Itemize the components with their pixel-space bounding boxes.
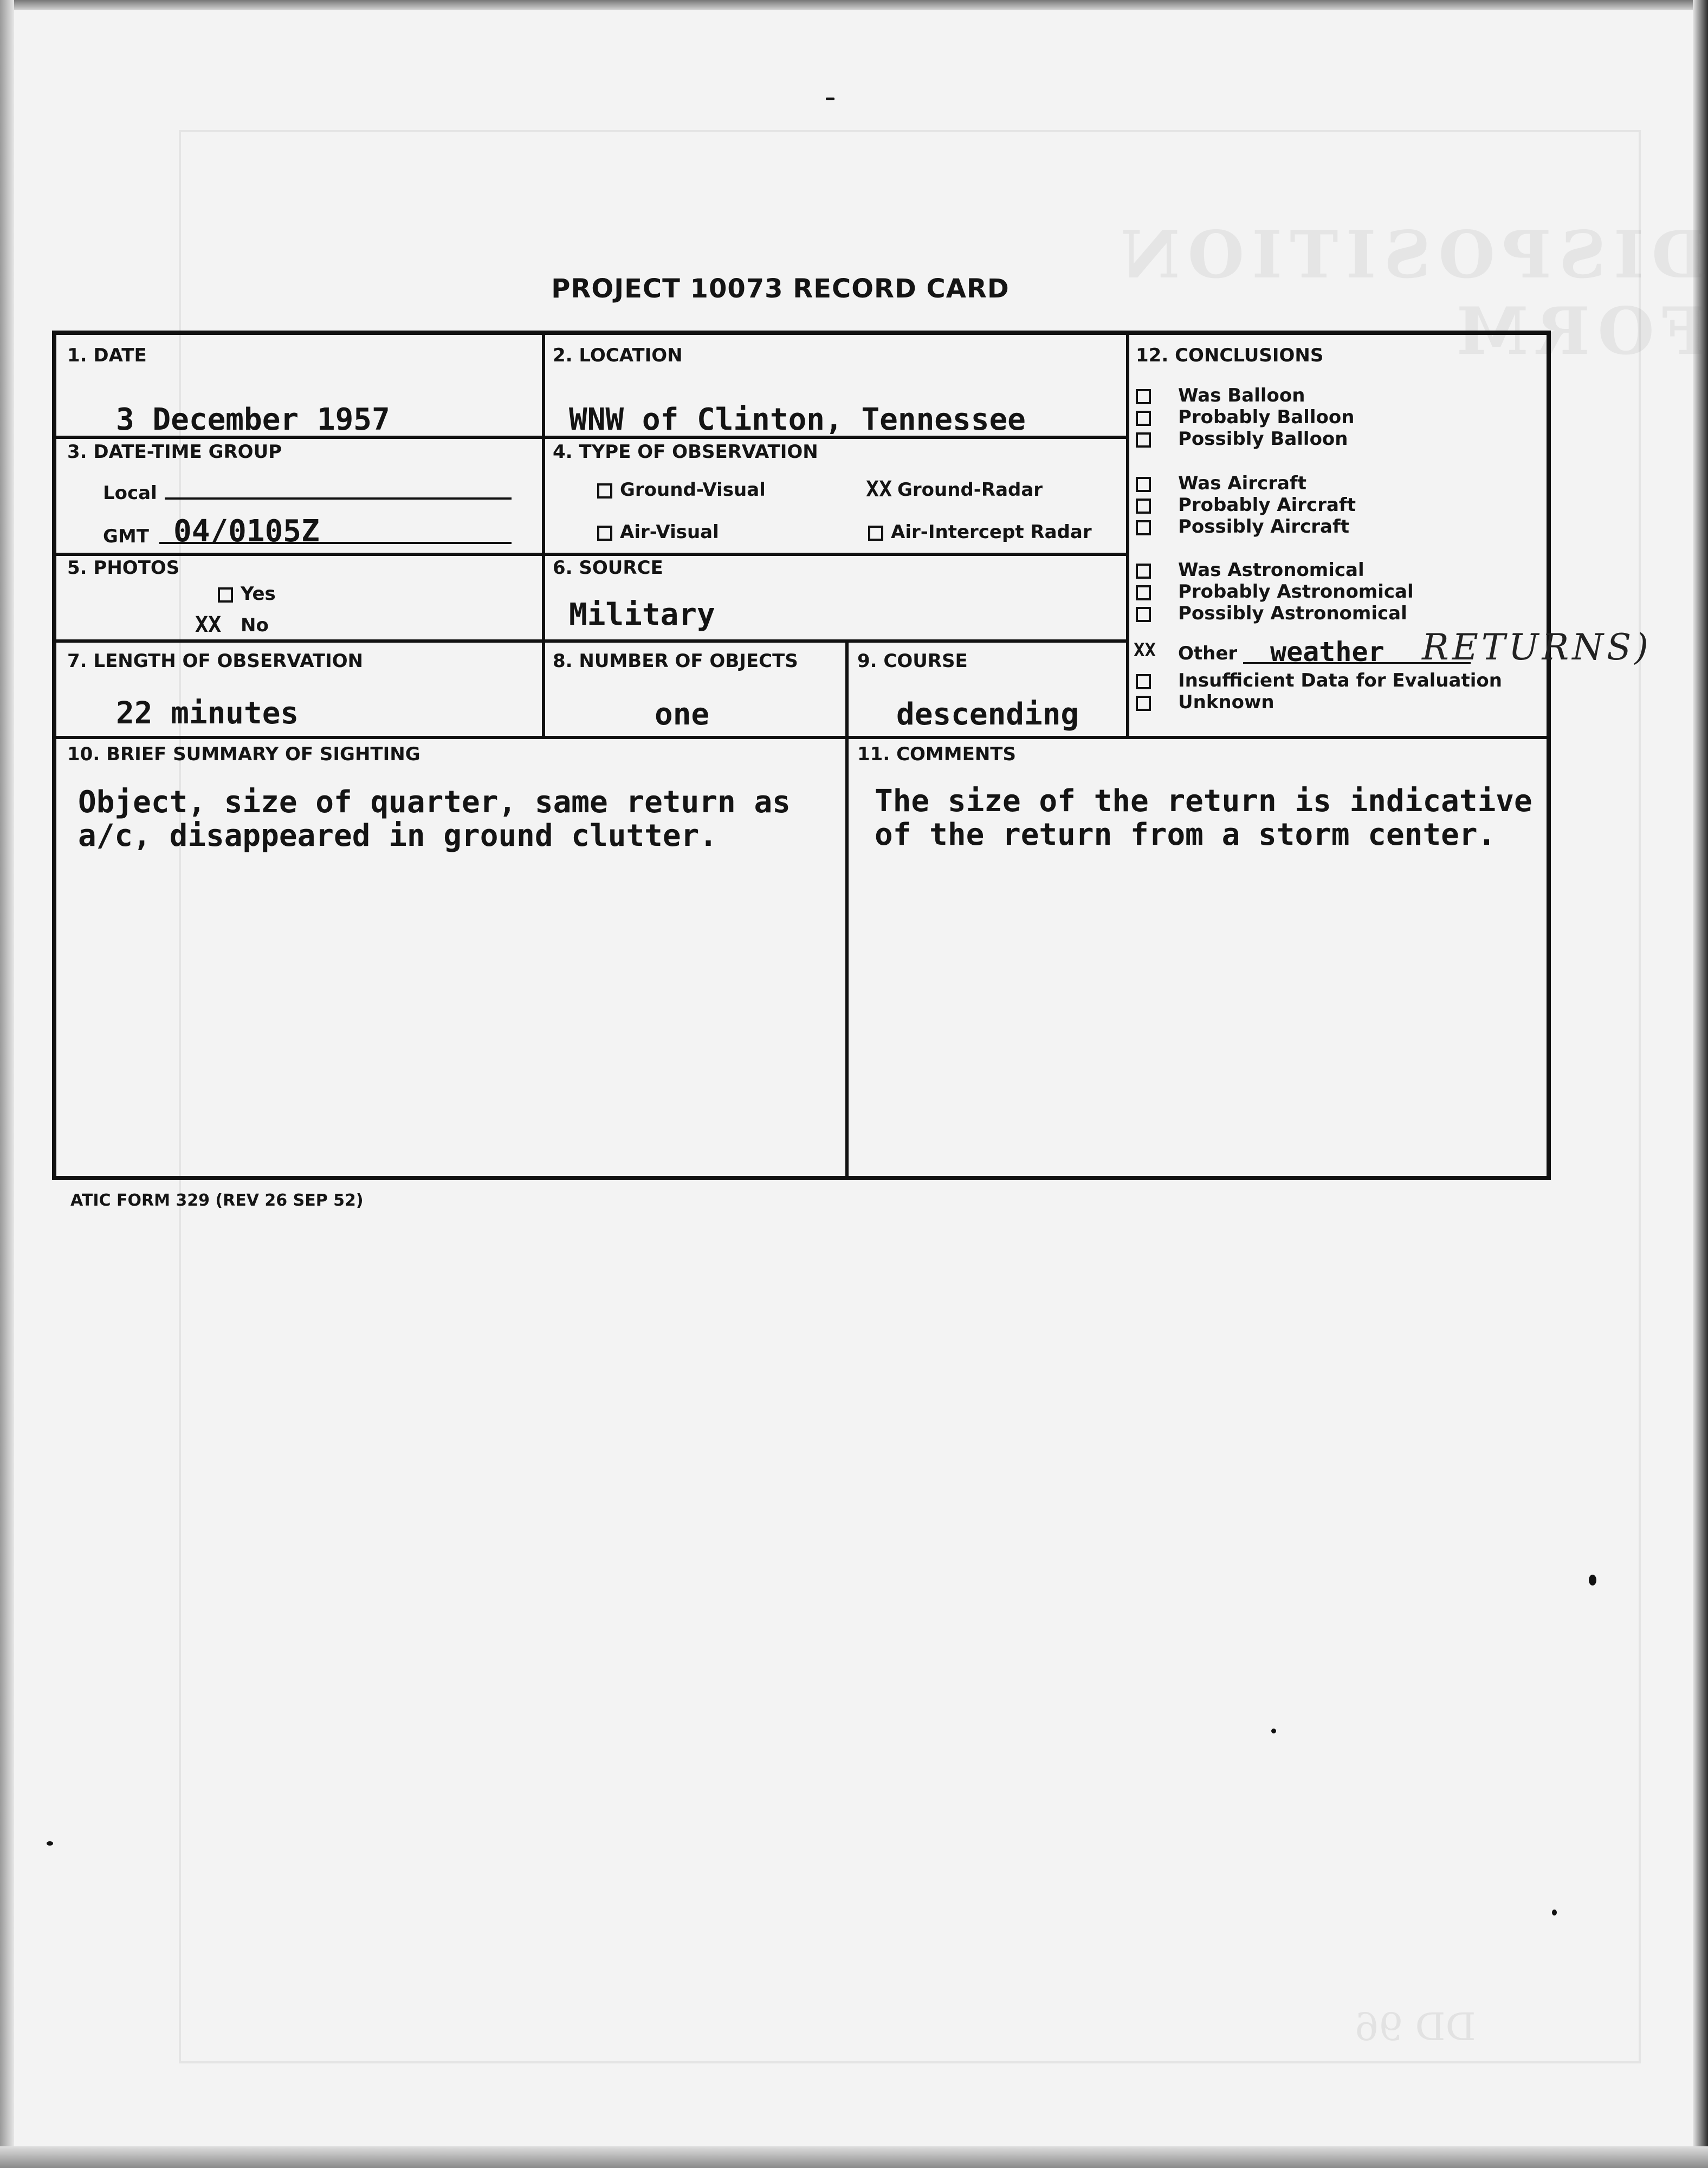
scan-speck [1589, 1575, 1596, 1585]
ground-visual-label: Ground-Visual [620, 479, 766, 501]
other-label: Other [1178, 643, 1238, 664]
scan-edge-bottom [0, 2146, 1708, 2168]
scan-speck [47, 1841, 53, 1846]
ground-radar-mark: XX [866, 477, 892, 502]
other-handwritten-value: RETURNS) [1422, 626, 1652, 668]
local-label: Local [103, 482, 157, 504]
was-astronomical-label: Was Astronomical [1178, 559, 1364, 581]
possibly-balloon-label: Possibly Balloon [1178, 428, 1348, 450]
was-balloon-checkbox [1136, 389, 1151, 404]
possibly-astronomical-checkbox [1136, 607, 1151, 622]
date-time-group-label: 3. DATE-TIME GROUP [67, 441, 282, 463]
photos-no-mark: XX [195, 612, 222, 637]
probably-astronomical-checkbox [1136, 585, 1151, 600]
grid-line [56, 553, 1128, 556]
ground-radar-label: Ground-Radar [897, 479, 1043, 501]
probably-balloon-checkbox [1136, 411, 1151, 426]
comments-label: 11. COMMENTS [857, 743, 1016, 765]
photos-no-label: No [241, 614, 269, 636]
photos-yes-label: Yes [241, 583, 276, 605]
scan-speck [826, 98, 834, 100]
grid-line [56, 639, 1128, 643]
air-visual-checkbox [597, 526, 612, 541]
grid-line [1126, 335, 1129, 736]
conclusions-label: 12. CONCLUSIONS [1136, 345, 1324, 366]
summary-text: Object, size of quarter, same return as a/c, disappeared in ground clutter. [78, 785, 791, 853]
scan-edge-left [0, 0, 14, 2168]
scan-speck [1552, 1910, 1557, 1915]
air-intercept-radar-label: Air-Intercept Radar [891, 521, 1092, 543]
length-of-observation-label: 7. LENGTH OF OBSERVATION [67, 650, 364, 672]
date-value: 3 December 1957 [116, 402, 390, 437]
photos-yes-checkbox [218, 587, 233, 603]
ground-visual-checkbox [597, 483, 612, 499]
number-of-objects-value: one [655, 697, 710, 732]
bleed-through-title: DISPOSITION FORM [1112, 217, 1708, 370]
other-mark: XX [1134, 639, 1156, 661]
probably-aircraft-checkbox [1136, 499, 1151, 514]
record-card [52, 331, 1652, 1180]
gmt-value: 04/0105Z [173, 514, 320, 549]
was-aircraft-label: Was Aircraft [1178, 473, 1306, 494]
bleed-through-footer: DD 96 [1355, 2005, 1476, 2049]
date-label: 1. DATE [67, 345, 147, 366]
comments-text: The size of the return is indicative of the return from a storm center. [875, 784, 1532, 852]
probably-aircraft-label: Probably Aircraft [1178, 494, 1356, 516]
was-balloon-label: Was Balloon [1178, 385, 1305, 406]
possibly-balloon-checkbox [1136, 432, 1151, 448]
course-label: 9. COURSE [857, 650, 968, 672]
air-intercept-radar-checkbox [868, 526, 883, 541]
grid-line [542, 335, 545, 736]
summary-label: 10. BRIEF SUMMARY OF SIGHTING [67, 743, 420, 765]
card-title: PROJECT 10073 RECORD CARD [551, 274, 1010, 304]
possibly-aircraft-checkbox [1136, 520, 1151, 535]
course-value: descending [896, 697, 1079, 732]
location-label: 2. LOCATION [553, 345, 683, 366]
source-label: 6. SOURCE [553, 557, 663, 579]
source-value: Military [569, 597, 715, 632]
unknown-checkbox [1136, 696, 1151, 711]
unknown-label: Unknown [1178, 691, 1274, 713]
probably-astronomical-label: Probably Astronomical [1178, 581, 1414, 603]
insufficient-data-label: Insufficient Data for Evaluation [1178, 670, 1502, 691]
number-of-objects-label: 8. NUMBER OF OBJECTS [553, 650, 798, 672]
was-astronomical-checkbox [1136, 564, 1151, 579]
air-visual-label: Air-Visual [620, 521, 719, 543]
grid-line [56, 736, 1547, 739]
possibly-aircraft-label: Possibly Aircraft [1178, 516, 1350, 538]
grid-line [845, 639, 849, 1176]
possibly-astronomical-label: Possibly Astronomical [1178, 603, 1407, 624]
length-of-observation-value: 22 minutes [116, 696, 299, 731]
location-value: WNW of Clinton, Tennessee [569, 402, 1026, 437]
form-identifier: ATIC FORM 329 (REV 26 SEP 52) [70, 1191, 364, 1210]
insufficient-data-checkbox [1136, 674, 1151, 689]
gmt-time-field [159, 542, 512, 544]
gmt-label: GMT [103, 526, 149, 547]
photos-label: 5. PHOTOS [67, 557, 180, 579]
was-aircraft-checkbox [1136, 477, 1151, 492]
local-time-field [165, 497, 512, 500]
type-of-observation-label: 4. TYPE OF OBSERVATION [553, 441, 818, 463]
probably-balloon-label: Probably Balloon [1178, 406, 1355, 428]
scan-speck [1271, 1729, 1276, 1733]
scan-edge-top [0, 0, 1708, 10]
other-typed-value: weather [1270, 636, 1384, 668]
